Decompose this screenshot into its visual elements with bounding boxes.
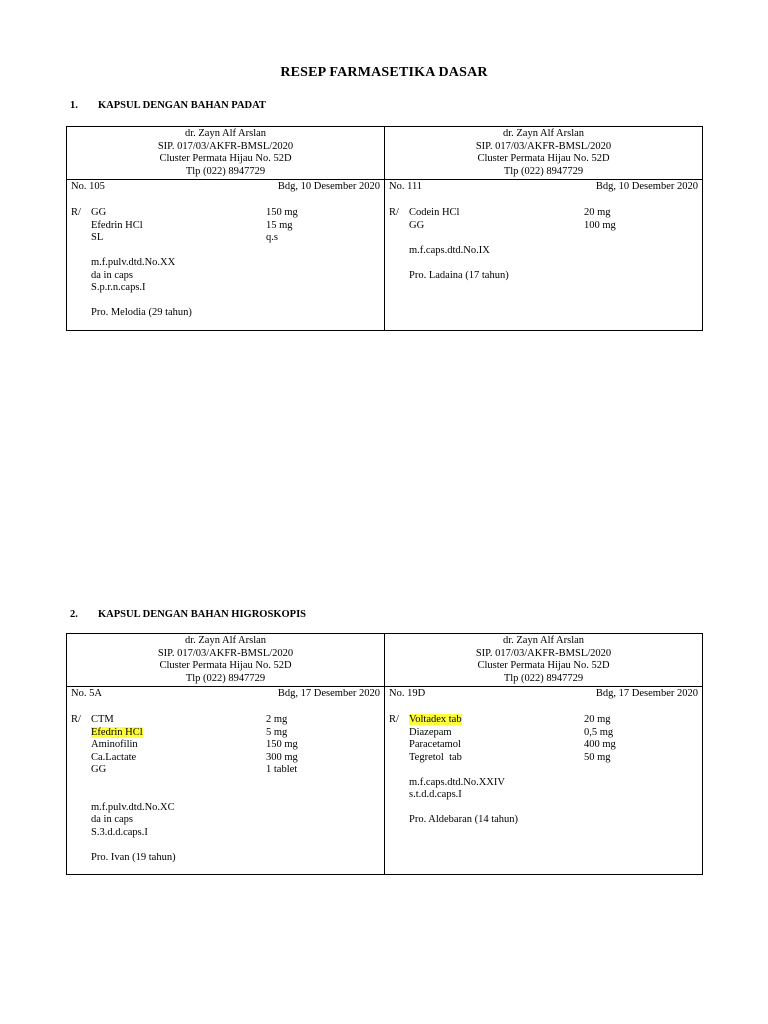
drug-dose: 400 mg xyxy=(584,739,616,750)
prescription-card xyxy=(67,634,384,874)
highlighted-drug-name: Efedrin HCl xyxy=(91,726,143,738)
drug-name: CTM xyxy=(91,714,114,725)
recipe-symbol: R/ xyxy=(71,714,81,725)
drug-dose: 300 mg xyxy=(266,751,298,763)
prescription-card xyxy=(384,634,702,874)
doctor-sip: SIP. 017/03/AKFR-BMSL/2020 xyxy=(157,140,294,152)
drug-dose: 15 mg xyxy=(266,219,293,231)
drug-row xyxy=(71,739,380,752)
prescription-date: Bdg, 10 Desember 2020 xyxy=(277,181,380,192)
drug-dose: 0,5 mg xyxy=(584,726,614,738)
drug-row xyxy=(71,232,380,245)
prescription-date: Bdg, 10 Desember 2020 xyxy=(595,181,698,192)
drug-row xyxy=(389,714,698,727)
drug-list xyxy=(389,207,698,232)
doctor-phone: Tlp (022) 8947729 xyxy=(503,165,584,177)
doctor-address: Cluster Permata Hijau No. 52D xyxy=(159,660,292,671)
drug-name: Tegretol tab xyxy=(409,751,462,763)
drug-list xyxy=(71,207,380,245)
drug-dose: 2 mg xyxy=(266,714,288,725)
recipe-symbol: R/ xyxy=(389,714,399,725)
prescription-number: No. 19D xyxy=(389,688,426,699)
instruction: m.f.caps.dtd.No.IX xyxy=(409,244,490,256)
instruction: m.f.caps.dtd.No.XXIV xyxy=(409,776,505,788)
drug-dose: 20 mg xyxy=(584,714,611,725)
drug-row xyxy=(71,727,380,740)
drug-row xyxy=(71,764,380,777)
drug-name xyxy=(409,714,584,727)
prescription-card xyxy=(67,127,384,330)
drug-name: Diazepam xyxy=(409,726,452,738)
drug-name: GG xyxy=(91,207,107,218)
drug-dose: 20 mg xyxy=(584,207,611,218)
drug-list xyxy=(71,714,380,777)
instruction: m.f.pulv.dtd.No.XX xyxy=(91,257,176,268)
doctor-header xyxy=(67,634,384,687)
drug-name: GG xyxy=(91,764,107,775)
prescription-number: No. 111 xyxy=(389,181,423,192)
doctor-header xyxy=(385,127,702,180)
instruction: da in caps xyxy=(91,814,133,825)
doctor-sip: SIP. 017/03/AKFR-BMSL/2020 xyxy=(475,647,612,659)
page-title: RESEP FARMASETIKA DASAR xyxy=(280,65,488,80)
doctor-sip: SIP. 017/03/AKFR-BMSL/2020 xyxy=(475,140,612,152)
doctor-name: dr. Zayn Alf Arslan xyxy=(184,635,267,646)
drug-name: Efedrin HCl xyxy=(91,219,143,231)
doctor-phone: Tlp (022) 8947729 xyxy=(503,672,584,684)
drug-name: Codein HCl xyxy=(409,207,460,218)
drug-name: Aminofilin xyxy=(91,739,138,750)
recipe-symbol: R/ xyxy=(71,207,81,218)
drug-name: Ca.Lactate xyxy=(91,751,137,763)
doctor-address: Cluster Permata Hijau No. 52D xyxy=(477,660,610,671)
instruction: S.3.d.d.caps.I xyxy=(91,826,148,838)
prescription-number: No. 5A xyxy=(71,688,102,699)
drug-name xyxy=(91,727,266,740)
doctor-header xyxy=(67,127,384,180)
prescription-date: Bdg, 17 Desember 2020 xyxy=(595,688,698,699)
drug-dose: 50 mg xyxy=(584,751,611,763)
drug-dose: q.s xyxy=(266,232,278,243)
patient-name: Pro. Ladaina (17 tahun) xyxy=(409,269,509,281)
drug-dose: 100 mg xyxy=(584,219,616,231)
section-title: KAPSUL DENGAN BAHAN PADAT xyxy=(98,100,266,111)
drug-row xyxy=(71,752,380,765)
drug-name: SL xyxy=(91,232,104,243)
drug-row xyxy=(389,739,698,752)
prescription-date: Bdg, 17 Desember 2020 xyxy=(277,688,380,699)
drug-dose: 150 mg xyxy=(266,207,298,218)
drug-row xyxy=(71,714,380,727)
drug-row xyxy=(389,220,698,233)
doctor-header xyxy=(385,634,702,687)
recipe-symbol: R/ xyxy=(389,207,399,218)
doctor-sip: SIP. 017/03/AKFR-BMSL/2020 xyxy=(157,647,294,659)
instruction: S.p.r.n.caps.I xyxy=(91,282,146,293)
instruction: da in caps xyxy=(91,269,133,281)
doctor-phone: Tlp (022) 8947729 xyxy=(185,672,266,684)
drug-dose: 5 mg xyxy=(266,726,288,738)
patient-name: Pro. Ivan (19 tahun) xyxy=(91,851,176,863)
doctor-name: dr. Zayn Alf Arslan xyxy=(184,128,267,139)
doctor-address: Cluster Permata Hijau No. 52D xyxy=(159,153,292,164)
doctor-address: Cluster Permata Hijau No. 52D xyxy=(477,153,610,164)
drug-row xyxy=(389,207,698,220)
prescription-table-1 xyxy=(66,126,703,331)
drug-list xyxy=(389,714,698,764)
prescription-number: No. 105 xyxy=(71,181,105,192)
section-title: KAPSUL DENGAN BAHAN HIGROSKOPIS xyxy=(98,609,306,620)
drug-row xyxy=(71,207,380,220)
drug-name: GG xyxy=(409,219,425,231)
doctor-name: dr. Zayn Alf Arslan xyxy=(502,128,585,139)
drug-row xyxy=(389,752,698,765)
section-number: 1. xyxy=(70,100,78,111)
instruction: s.t.d.d.caps.I xyxy=(409,789,462,800)
instruction: m.f.pulv.dtd.No.XC xyxy=(91,801,175,813)
doctor-name: dr. Zayn Alf Arslan xyxy=(502,635,585,646)
drug-dose: 150 mg xyxy=(266,739,298,750)
drug-row xyxy=(389,727,698,740)
section-heading-1 xyxy=(70,100,266,111)
drug-dose: 1 tablet xyxy=(266,764,298,775)
section-number: 2. xyxy=(70,609,78,620)
patient-name: Pro. Aldebaran (14 tahun) xyxy=(409,814,519,825)
drug-row xyxy=(71,220,380,233)
highlighted-drug-name: Voltadex tab xyxy=(409,714,462,725)
prescription-table-2 xyxy=(66,633,703,875)
patient-name: Pro. Melodia (29 tahun) xyxy=(91,307,192,318)
doctor-phone: Tlp (022) 8947729 xyxy=(185,165,266,177)
section-heading-2 xyxy=(70,609,306,620)
prescription-card xyxy=(384,127,702,330)
drug-name: Paracetamol xyxy=(409,739,461,750)
